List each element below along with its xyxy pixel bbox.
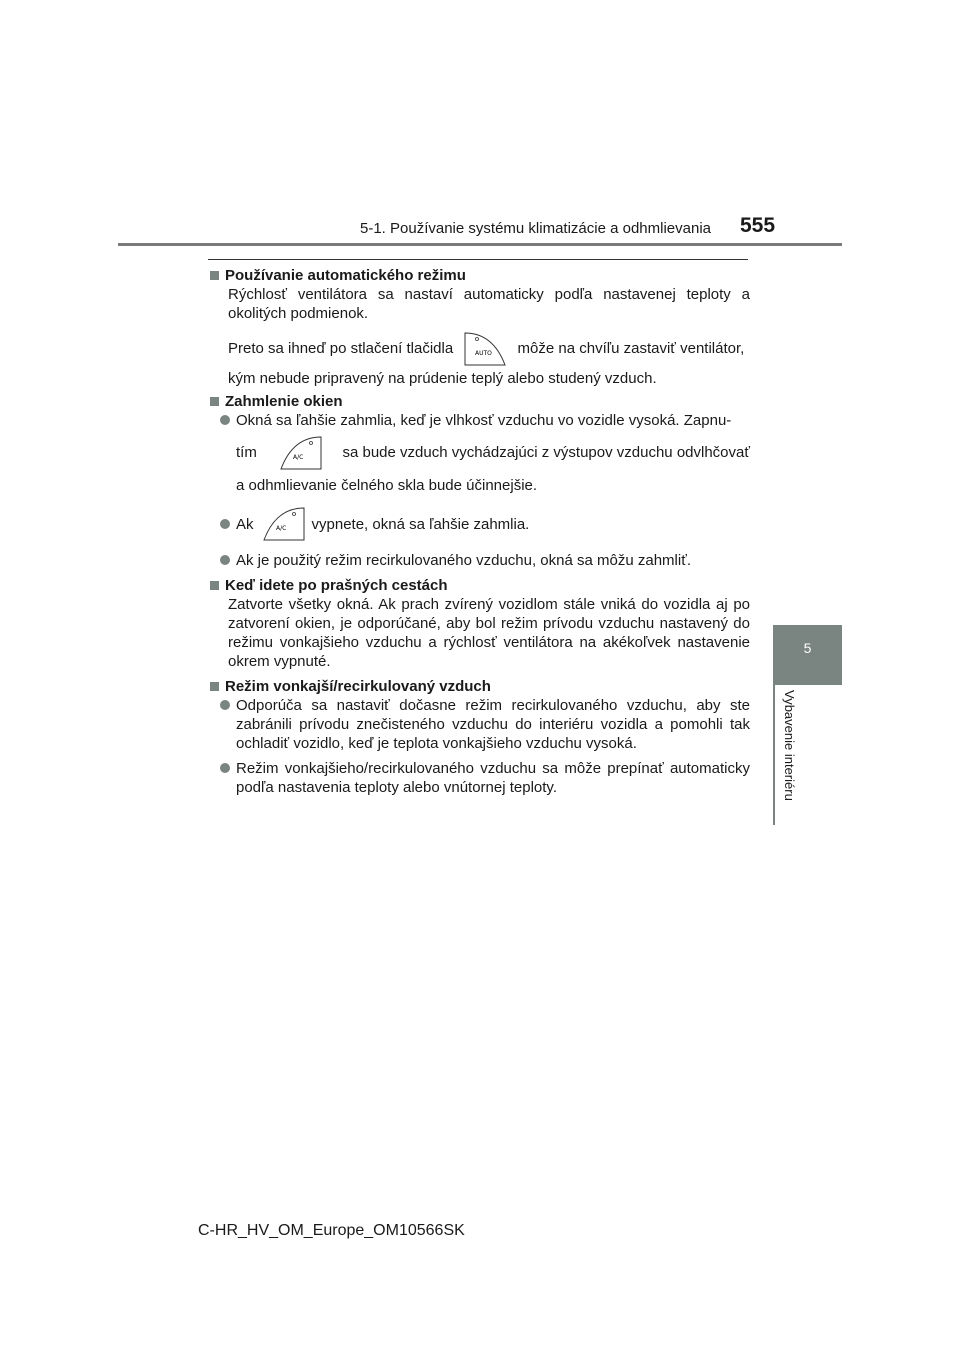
- list-item: Ak je použitý režim recirkulovaného vzduchu, okná sa môžu zahmliť.: [220, 551, 750, 570]
- svg-text:AUTO: AUTO: [475, 350, 493, 358]
- ac-button-icon: [277, 435, 323, 471]
- square-bullet-icon: [210, 397, 219, 406]
- paragraph-auto-button: Preto sa ihneď po stlačení tlačidla AUTO môže na chvíľu zastaviť ventilátor,: [228, 329, 750, 369]
- paragraph: Zatvorte všetky okná. Ak prach zvírený vozidlom stále vniká do vozidla aj po zatvorení okien, je odporúčané, aby bol režim prívodu vzduchu nastavený do režimu vonkajšieho vzduchu a rýchlosť ventilátora na akékoľvek nastavenie okrem vypnuté.: [228, 596, 750, 670]
- section-heading-dust: Keď idete po prašných cestách: [210, 576, 750, 595]
- section-heading-auto: Používanie automatického režimu: [210, 266, 750, 285]
- svg-text:A/C: A/C: [275, 525, 286, 532]
- chapter-tab-label: Vybavenie interiéru: [782, 690, 797, 801]
- chapter-title: 5-1. Používanie systému klimatizácie a odhmlievania: [360, 220, 711, 237]
- bullet-dot-icon: [220, 763, 230, 773]
- page-number: 555: [740, 214, 776, 237]
- chapter-tab-number: 5: [803, 640, 812, 656]
- list-item: Ak A/C vypnete, okná sa ľahšie zahmlia.: [220, 505, 750, 543]
- section-heading-air: Režim vonkajší/recirkulovaný vzduch: [210, 677, 750, 696]
- paragraph: Rýchlosť ventilátora sa nastaví automaticky podľa nastavenej teploty a okolitých podmienok.: [228, 286, 750, 322]
- header-rule: [118, 243, 842, 246]
- bullet-dot-icon: [220, 519, 230, 529]
- bullet-dot-icon: [220, 415, 230, 425]
- svg-text:A/C: A/C: [292, 454, 303, 461]
- bullet-dot-icon: [220, 700, 230, 710]
- page-content: [210, 266, 750, 797]
- square-bullet-icon: [210, 271, 219, 280]
- list-item: Odporúča sa nastaviť dočasne režim recirkulovaného vzduchu, aby ste zabránili prívodu znečisteného vzduchu do interiéru vozidla a pomohli tak ochladiť vozidlo, keď je teplota vonkajšieho vzduchu vysoká.: [220, 696, 750, 753]
- section-rule: [208, 259, 748, 260]
- auto-button-icon: [463, 331, 507, 367]
- section-heading-fog: Zahmlenie okien: [210, 392, 750, 411]
- list-item: Okná sa ľahšie zahmlia, keď je vlhkosť vzduchu vo vozidle vysoká. Zapnu- tím A/C sa bude vzduch vychádzajúci z výstupov vzduchu odvlhčovať a odhmlievanie čelného skla bude účinnejšie.: [220, 411, 750, 495]
- footer-code: C-HR_HV_OM_Europe_OM10566SK: [198, 1222, 465, 1239]
- square-bullet-icon: [210, 581, 219, 590]
- paragraph: kým nebude pripravený na prúdenie teplý alebo studený vzduch.: [228, 370, 657, 387]
- bullet-dot-icon: [220, 555, 230, 565]
- list-item: Režim vonkajšieho/recirkulovaného vzduchu sa môže prepínať automaticky podľa nastavenia teploty alebo vnútornej teploty.: [220, 759, 750, 797]
- ac-button-icon: [260, 506, 306, 542]
- square-bullet-icon: [210, 682, 219, 691]
